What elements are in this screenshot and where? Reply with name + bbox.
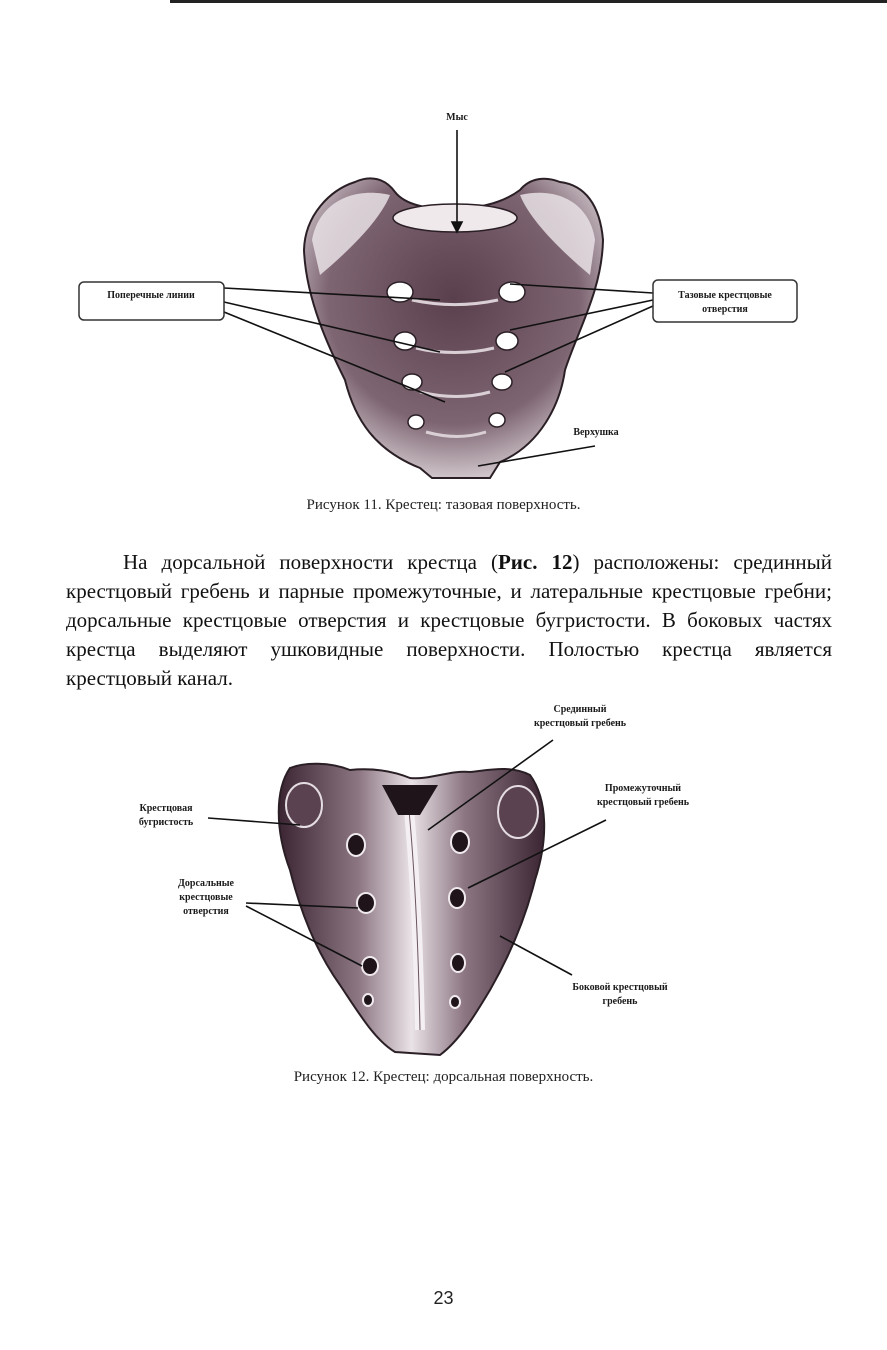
pelvic-foramina-label-box — [653, 280, 797, 322]
promontory-label: Мыс — [446, 112, 468, 123]
dorsal-foramen-right-3 — [451, 954, 465, 972]
intermediate-crest-label-line2: крестцовый гребень — [596, 797, 690, 808]
apex-label: Верхушка — [573, 427, 619, 438]
dorsal-foramen-left-4 — [363, 994, 373, 1006]
sacral-tuberosity-right — [498, 786, 538, 838]
foramen-right-3 — [492, 374, 512, 390]
dorsal-foramen-right-1 — [451, 831, 469, 853]
dorsal-foramen-right-4 — [450, 996, 460, 1008]
sacral-tuberosity-left — [286, 783, 322, 827]
transverse-lines-label-box — [79, 282, 224, 320]
paragraph-rest: ) расположены: срединный крестцовый гребень и парные промежуточные, и латеральные крестцовые гребни; дорсальные крестцовые отверстия и крестцовые бугристости. В боковых частях крестца выделяют ушковидные поверхности. Полостью крестца является крестцовый канал. — [66, 550, 833, 690]
foramen-left-4 — [408, 415, 424, 429]
median-crest-label-line1: Срединный — [553, 704, 607, 715]
intermediate-crest-label-line1: Промежуточный — [604, 783, 682, 794]
median-crest-label-line2: крестцовый гребень — [533, 718, 627, 729]
dorsal-foramen-right-2 — [449, 888, 465, 908]
foramen-left-3 — [402, 374, 422, 390]
dorsal-foramina-label-line3: отверстия — [183, 906, 229, 917]
dorsal-foramen-left-1 — [347, 834, 365, 856]
figure-11 — [0, 100, 887, 490]
page-number: 23 — [433, 1288, 454, 1308]
dorsal-foramina-label-line2: крестцовые — [179, 892, 233, 903]
foramen-left-2 — [394, 332, 416, 350]
figure-11-illustration — [0, 100, 887, 490]
top-border-rule — [170, 0, 887, 3]
pelvic-foramina-label-line1: Тазовые крестцовые — [678, 290, 772, 301]
tuberosity-label-line1: Крестцовая — [139, 803, 193, 814]
paragraph-lead: На дорсальной поверхности крестца ( — [123, 550, 498, 574]
pelvic-foramina-label-line2: отверстия — [702, 304, 748, 315]
figure-12-illustration — [0, 700, 887, 1065]
tuberosity-label-line2: бугристость — [138, 817, 194, 828]
foramen-right-4 — [489, 413, 505, 427]
dorsal-foramen-left-2 — [357, 893, 375, 913]
figure-12-caption: Рисунок 12. Крестец: дорсальная поверхность. — [293, 1069, 594, 1085]
figure-11-caption: Рисунок 11. Крестец: тазовая поверхность. — [306, 497, 581, 513]
figure-12 — [0, 700, 887, 1065]
body-paragraph — [66, 548, 832, 693]
lateral-crest-label-line1: Боковой крестцовый — [572, 982, 668, 993]
lateral-crest-label-line2: гребень — [602, 996, 638, 1007]
figure-reference: Рис. 12 — [497, 550, 573, 574]
foramen-right-2 — [496, 332, 518, 350]
dorsal-foramina-label-line1: Дорсальные — [178, 878, 234, 889]
transverse-lines-label: Поперечные линии — [107, 290, 195, 301]
dorsal-foramen-left-3 — [362, 957, 378, 975]
